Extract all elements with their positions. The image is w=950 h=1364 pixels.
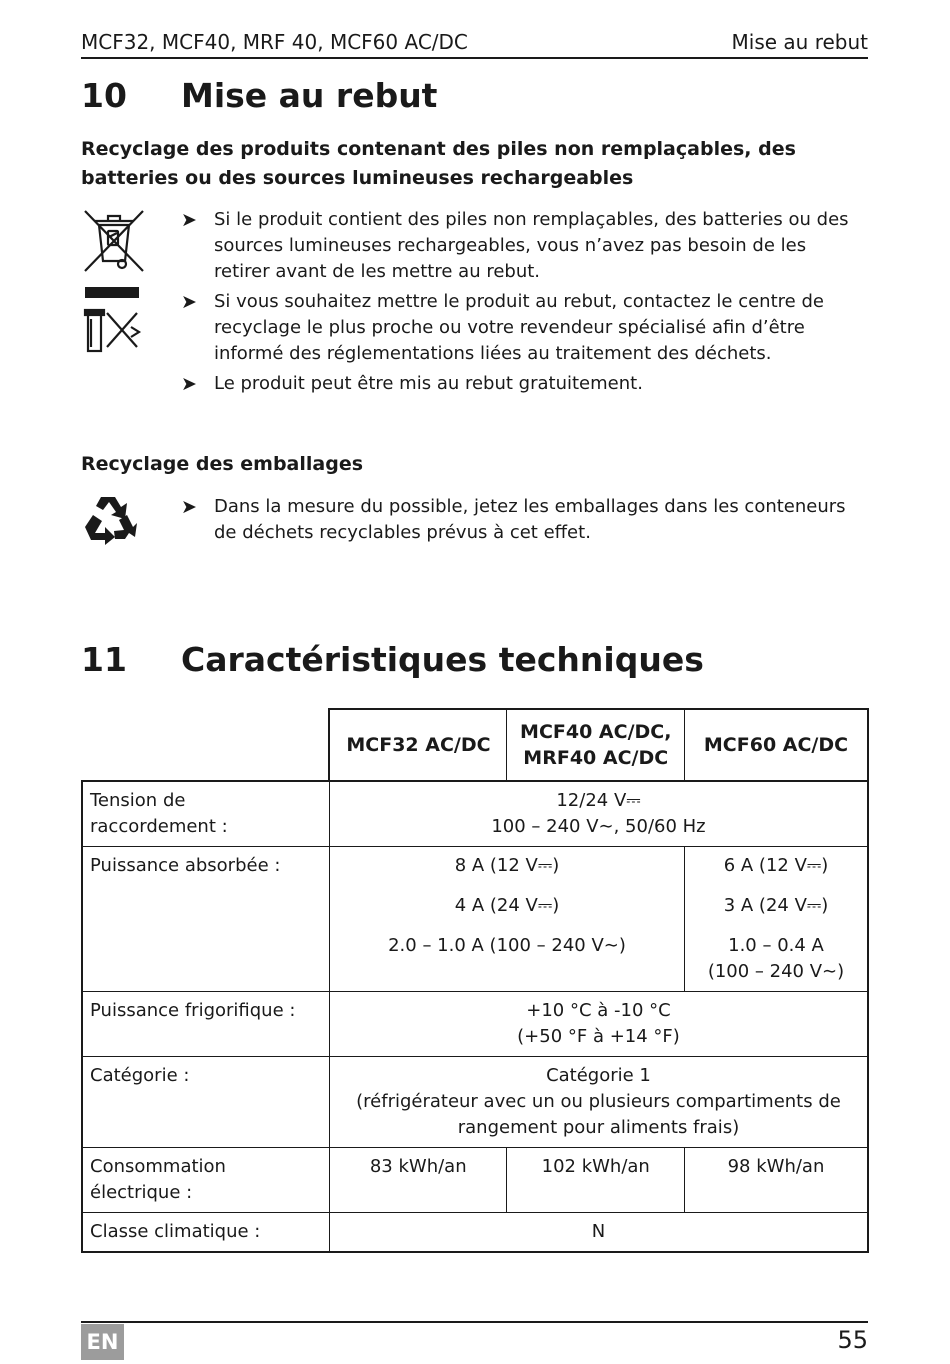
row-label: Catégorie : <box>82 1057 329 1148</box>
table-cell: 6 A (12 V⎓) 3 A (24 V⎓) 1.0 – 0.4 A (100 – 240 V∼) <box>685 847 869 992</box>
table-row <box>82 1213 868 1253</box>
table-header-cell: MCF32 AC/DC <box>329 709 507 781</box>
bullet-text: Si le produit contient des piles non remplaçables, des batteries ou des sources lumineuses rechargeables, vous n’avez pas besoin de les retirer avant de les mettre au rebut. <box>214 209 849 282</box>
row-label: Consommation électrique : <box>82 1148 329 1213</box>
bullet-item <box>181 207 861 285</box>
table-header-cell <box>507 709 685 781</box>
bullet-item <box>181 289 861 367</box>
bullet-arrow-icon: ➤ <box>181 373 197 395</box>
running-header-models: MCF32, MCF40, MRF 40, MCF60 AC/DC <box>81 30 468 54</box>
row-label: Tension de raccordement : <box>82 781 329 847</box>
disposal-bullet-list <box>181 207 861 401</box>
table-cell: 12/24 V⎓ 100 – 240 V∼, 50/60 Hz <box>329 781 868 847</box>
table-cell: Catégorie 1 (réfrigérateur avec un ou plusieurs compartiments de rangement pour aliments frais) <box>329 1057 868 1148</box>
bullet-arrow-icon: ➤ <box>181 209 197 231</box>
bullet-text: Le produit peut être mis au rebut gratuitement. <box>214 373 643 394</box>
subheading-packaging: Recyclage des emballages <box>81 453 364 475</box>
table-row <box>82 1057 868 1148</box>
table-cell: +10 °C à -10 °C (+50 °F à +14 °F) <box>329 992 868 1057</box>
table-cell: 102 kWh/an <box>507 1148 685 1213</box>
table-row <box>82 992 868 1057</box>
bullet-arrow-icon: ➤ <box>181 496 197 518</box>
table-cell: N <box>329 1213 868 1253</box>
section-11-number: 11 <box>81 640 127 679</box>
table-header-row <box>82 709 868 781</box>
bullet-item <box>181 494 861 546</box>
table-cell: 8 A (12 V⎓) 4 A (24 V⎓) 2.0 – 1.0 A (100 – 240 V∼) <box>329 847 684 992</box>
bullet-text: Si vous souhaitez mettre le produit au rebut, contactez le centre de recyclage le plus proche ou votre revendeur spécialisé afin d’être informé des réglementations liées au traitement des déchets. <box>214 291 824 364</box>
table-cell: 83 kWh/an <box>329 1148 507 1213</box>
table-row <box>82 847 868 992</box>
table-cell: 98 kWh/an <box>685 1148 869 1213</box>
table-row <box>82 1148 868 1213</box>
packaging-bullet-list <box>181 494 861 550</box>
recycle-icon <box>81 493 137 547</box>
footer-rule <box>81 1321 868 1323</box>
row-label: Puissance frigorifique : <box>82 992 329 1057</box>
header-text: MCF40 AC/DC, <box>520 721 672 743</box>
table-row <box>82 781 868 847</box>
section-10-number: 10 <box>81 76 127 115</box>
section-11-title: Caractéristiques techniques <box>181 640 704 679</box>
section-10-title: Mise au rebut <box>181 76 438 115</box>
language-badge: EN <box>81 1324 124 1360</box>
technical-specs-table <box>81 708 869 1253</box>
table-header-cell: MCF60 AC/DC <box>685 709 869 781</box>
weee-bin-icon <box>81 207 145 357</box>
header-text: MRF40 AC/DC <box>523 747 669 769</box>
running-header-section: Mise au rebut <box>731 30 868 54</box>
bullet-text: Dans la mesure du possible, jetez les emballages dans les conteneurs de déchets recyclables prévus à cet effet. <box>214 496 846 543</box>
row-label: Puissance absorbée : <box>82 847 329 992</box>
table-header-blank <box>82 709 329 781</box>
bullet-arrow-icon: ➤ <box>181 291 197 313</box>
page-number: 55 <box>837 1326 868 1354</box>
row-label: Classe climatique : <box>82 1213 329 1253</box>
header-rule <box>81 57 868 59</box>
subheading-batteries: Recyclage des produits contenant des piles non remplaçables, des batteries ou des sources lumineuses rechargeables <box>81 138 796 189</box>
bullet-item <box>181 371 861 397</box>
